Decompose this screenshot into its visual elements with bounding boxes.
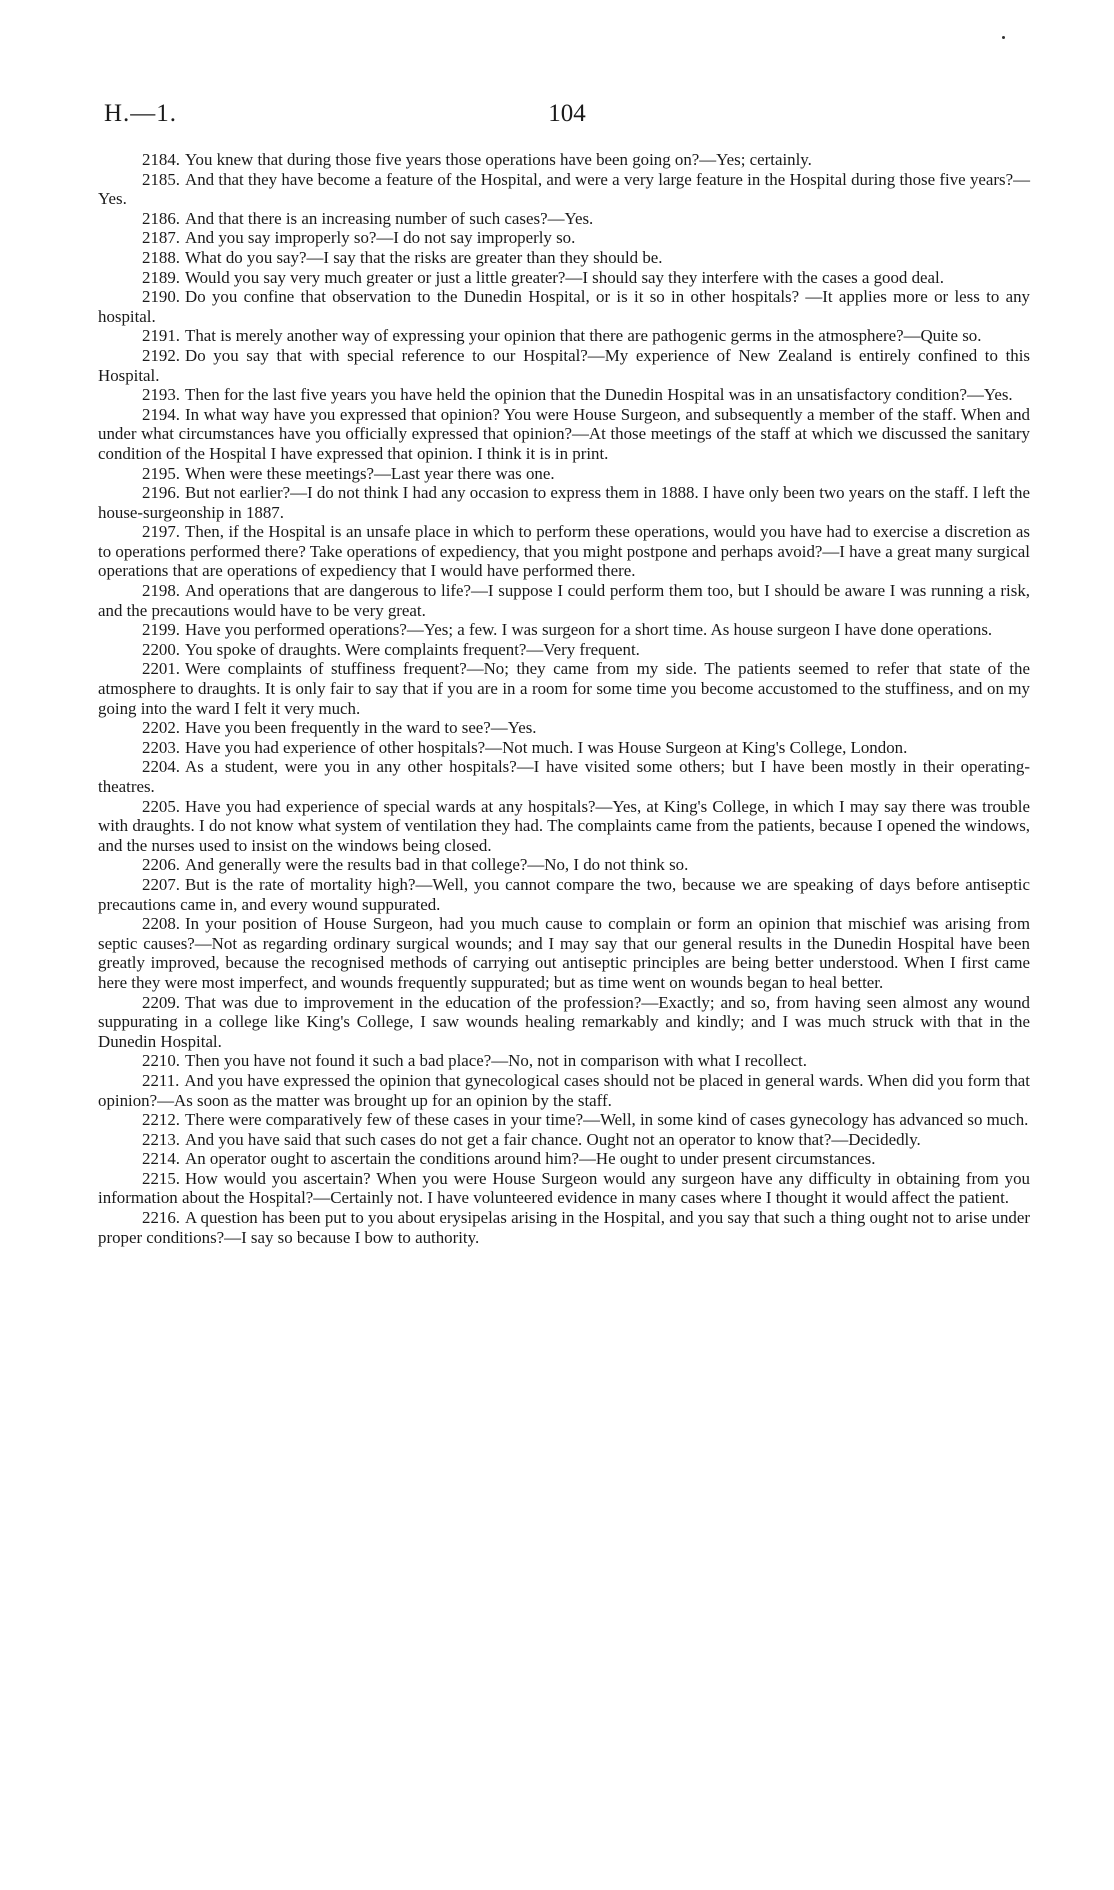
question-number: 2207. [142,874,181,894]
question-number: 2197. [142,522,181,542]
question-paragraph [98,522,1030,581]
question-paragraph [98,1169,1030,1208]
question-text: Then for the last five years you have held the opinion that the Dunedin Hospital was in an unsatisfactory condition?—Yes. [185,385,1013,405]
question-text: Have you had experience of other hospitals?—Not much. I was House Surgeon at King's College, London. [185,737,908,757]
question-text: A question has been put to you about erysipelas arising in the Hospital, and you say that such a thing ought not to arise under proper conditions?—I say so because I bow to authority. [98,1208,1030,1247]
question-text: Have you performed operations?—Yes; a few. I was surgeon for a short time. As house surgeon I have done operations. [185,620,993,640]
question-number: 2200. [142,639,181,659]
question-paragraph [98,287,1030,326]
question-paragraph [98,855,1030,875]
question-paragraph [98,483,1030,522]
question-text: And you say improperly so?—I do not say improperly so. [185,228,576,248]
question-number: 2214. [142,1149,181,1169]
question-text: In your position of House Surgeon, had you much cause to complain or form an opinion that mischief was arising from septic causes?—Not as regarding ordinary surgical wounds; and I may say that our general results in the Dunedin Hospital have been greatly improved, because the recognised methods of carrying out antiseptic principles are being better understood. When I first came here they were most imperfect, and wounds frequently suppurated; but as time went on wounds began to heal better. [98,914,1030,992]
question-paragraph [98,738,1030,758]
question-number: 2190. [142,287,181,307]
question-number: 2195. [142,463,181,483]
question-number: 2192. [142,345,181,365]
question-paragraph [98,1051,1030,1071]
question-text: As a student, were you in any other hospitals?—I have visited some others; but I have been mostly in their operating-theatres. [98,757,1030,796]
question-number: 2209. [142,992,181,1012]
question-text: But not earlier?—I do not think I had any occasion to express them in 1888. I have only been two years on the staff. I left the house-surgeonship in 1887. [98,483,1030,522]
question-text: That is merely another way of expressing your opinion that there are pathogenic germs in the atmosphere?—Quite so. [185,326,982,346]
evidence-transcript [98,150,1030,1247]
question-number: 2213. [142,1129,181,1149]
question-paragraph [98,1130,1030,1150]
question-paragraph [98,620,1030,640]
question-number: 2215. [142,1168,181,1188]
question-paragraph [98,385,1030,405]
question-text: There were comparatively few of these cases in your time?—Well, in some kind of cases gynecology has advanced so much. [185,1110,1029,1130]
question-number: 2186. [142,208,181,228]
question-paragraph [98,718,1030,738]
question-text: In what way have you expressed that opinion? You were House Surgeon, and subsequently a member of the staff. When and under what circumstances have you officially expressed that opinion?—At those meetings of the staff at which we discussed the sanitary condition of the Hospital I have expressed that opinion. I think it is in print. [98,404,1030,463]
stray-mark [1002,36,1005,39]
question-number: 2206. [142,855,181,875]
page-header [104,100,1030,130]
question-number: 2198. [142,581,181,601]
question-text: And operations that are dangerous to life?—I suppose I could perform them too, but I should be aware I was running a risk, and the precautions would have to be very great. [98,581,1030,620]
question-number: 2194. [142,404,181,424]
question-paragraph [98,797,1030,856]
question-number: 2208. [142,914,181,934]
question-paragraph [98,464,1030,484]
question-paragraph [98,326,1030,346]
question-paragraph [98,1149,1030,1169]
question-number: 2201. [142,659,181,679]
question-text: And generally were the results bad in that college?—No, I do not think so. [185,855,689,875]
question-number: 2203. [142,737,181,757]
question-text: Do you say that with special reference to our Hospital?—My experience of New Zealand is entirely confined to this Hospital. [98,345,1030,385]
question-paragraph [98,581,1030,620]
question-number: 2193. [142,385,181,405]
question-text: And you have expressed the opinion that gynecological cases should not be placed in general wards. When did you form that opinion?—As soon as the matter was brought up for an opinion by the staff. [98,1070,1030,1110]
question-text: Would you say very much greater or just a little greater?—I should say they interfere with the cases a good deal. [185,267,944,287]
question-number: 2187. [142,228,181,248]
question-paragraph [98,993,1030,1052]
question-paragraph [98,346,1030,385]
question-text: And you have said that such cases do not get a fair chance. Ought not an operator to know that?—Decidedly. [185,1129,921,1149]
question-number: 2216. [142,1208,181,1228]
question-text: What do you say?—I say that the risks are greater than they should be. [185,247,663,267]
question-text: Then, if the Hospital is an unsafe place in which to perform these operations, would you have had to exercise a discretion as to operations performed there? Take operations of expediency, that you might postpone and perhaps avoid?—I have a great many surgical operations that are operations of expediency that I would have performed there. [98,522,1030,581]
question-paragraph [98,170,1030,209]
question-number: 2185. [142,169,181,189]
question-text: And that they have become a feature of the Hospital, and were a very large feature in the Hospital during those five years?—Yes. [98,169,1030,209]
question-paragraph [98,1208,1030,1247]
question-number: 2211. [142,1070,180,1090]
question-number: 2199. [142,620,181,640]
question-paragraph [98,150,1030,170]
question-number: 2210. [142,1051,181,1071]
question-paragraph [98,914,1030,992]
question-number: 2188. [142,247,181,267]
question-text: You knew that during those five years those operations have been going on?—Yes; certainly. [185,150,812,169]
question-text: An operator ought to ascertain the conditions around him?—He ought to under present circumstances. [185,1149,876,1169]
question-text: That was due to improvement in the education of the profession?—Exactly; and so, from having seen almost any wound suppurating in a college like King's College, I saw wounds healing remarkably and kindly; and I was much struck with that in the Dunedin Hospital. [98,992,1030,1051]
document-reference: H.—1. [104,100,178,127]
question-number: 2189. [142,267,181,287]
question-text: How would you ascertain? When you were House Surgeon would any surgeon have any difficulty in obtaining from you information about the Hospital?—Certainly not. I have volunteered evidence in many cases where I thought it would affect the patient. [98,1168,1030,1208]
question-number: 2191. [142,326,181,346]
question-number: 2184. [142,150,181,169]
question-paragraph [98,228,1030,248]
question-text: Were complaints of stuffiness frequent?—No; they came from my side. The patients seemed to refer that state of the atmosphere to draughts. It is only fair to say that if you are in a room for some time you become accustomed to the stuffiness, and on my going into the ward I felt it very much. [98,659,1030,718]
question-text: When were these meetings?—Last year there was one. [185,463,555,483]
question-number: 2205. [142,796,181,816]
question-number: 2202. [142,718,181,738]
question-paragraph [98,209,1030,229]
question-paragraph [98,268,1030,288]
question-paragraph [98,1110,1030,1130]
question-paragraph [98,640,1030,660]
question-text: Have you been frequently in the ward to see?—Yes. [185,718,537,738]
question-number: 2212. [142,1110,181,1130]
question-text: You spoke of draughts. Were complaints frequent?—Very frequent. [185,639,640,659]
question-paragraph [98,757,1030,796]
question-text: Do you confine that observation to the Dunedin Hospital, or is it so in other hospitals? —It applies more or less to any hospital. [98,287,1030,326]
question-paragraph [98,659,1030,718]
question-paragraph [98,248,1030,268]
question-text: Then you have not found it such a bad place?—No, not in comparison with what I recollect. [185,1051,807,1071]
question-text: Have you had experience of special wards at any hospitals?—Yes, at King's College, in which I may say there was trouble with draughts. I do not know what system of ventilation they had. The complaints came from the patients, because I opened the windows, and the nurses used to insist on the windows being closed. [98,796,1030,855]
question-paragraph [98,405,1030,464]
page-number: 104 [548,100,586,127]
question-text: But is the rate of mortality high?—Well, you cannot compare the two, because we are speaking of days before antiseptic precautions came in, and every wound suppurated. [98,874,1030,914]
question-paragraph [98,1071,1030,1110]
question-paragraph [98,875,1030,914]
question-number: 2204. [142,757,181,777]
question-number: 2196. [142,483,181,503]
question-text: And that there is an increasing number of such cases?—Yes. [185,208,594,228]
